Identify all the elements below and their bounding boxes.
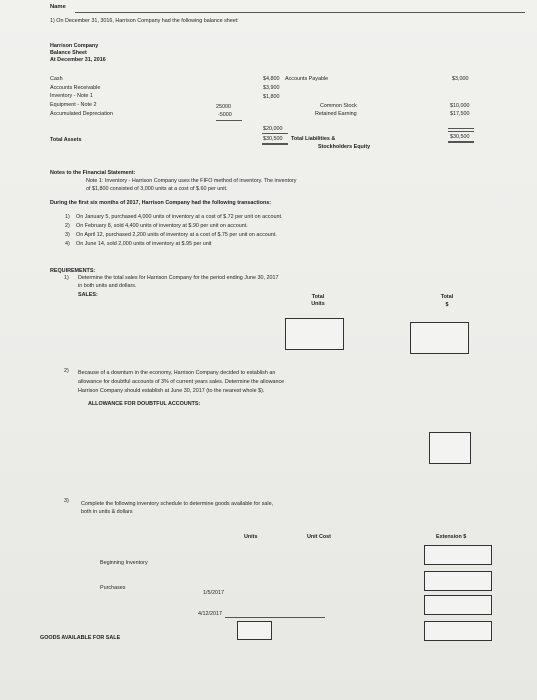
cash-amount: $4,800 [263, 76, 280, 82]
asset-label-inventory: Inventory - Note 1 [50, 93, 93, 99]
liability-label-ap: Accounts Payable [285, 76, 329, 82]
req1-col-units-1: Total [311, 294, 325, 300]
name-line [75, 12, 525, 13]
total-le-double-line [448, 141, 474, 143]
req2-line2: allowance for doubtful accounts of 3% of current years sales. Determine the allowance [78, 379, 285, 385]
inventory-amount: $1,800 [263, 94, 280, 100]
purchase-date-2: 4/12/2017 [198, 611, 222, 617]
transaction-2-text: On February 8, sold 4,400 units of inventory at $.90 per unit on account. [76, 223, 248, 229]
problem-intro: 1) On December 31, 3016, Harrison Company had the following balance sheet: [50, 18, 239, 24]
company-name: Harrison Company [50, 43, 99, 49]
extension-purchase-1-input[interactable] [424, 571, 492, 591]
common-stock-amount: $10,000 [450, 103, 470, 109]
transaction-1-text: On January 5, purchased 4,000 units of inventory at a cost of $.72 per unit on account. [76, 214, 283, 220]
purchase-date-1: 1/5/2017 [203, 590, 224, 596]
sales-label: SALES: [78, 292, 98, 298]
req1-col-units-2: Units [311, 301, 325, 307]
extension-beginning-input[interactable] [424, 545, 492, 565]
goods-available-label: GOODS AVAILABLE FOR SALE [40, 635, 121, 641]
requirements-heading: REQUIREMENTS: [50, 268, 96, 274]
transaction-2-num: 2) [65, 223, 70, 229]
transaction-1-num: 1) [65, 214, 70, 220]
asset-label-ar: Accounts Receivable [50, 85, 101, 91]
req1-line2: in both units and dollars. [78, 283, 137, 289]
balance-sheet-title: Balance Sheet [50, 50, 87, 56]
req1-col-dollars-2: $ [445, 302, 449, 308]
goods-available-dollars-input[interactable] [424, 621, 492, 641]
transactions-heading: During the first six months of 2017, Harrison Company had the following transactions: [50, 200, 272, 206]
transaction-4-num: 4) [65, 241, 70, 247]
notes-heading: Notes to the Financial Statement: [50, 170, 136, 176]
req2-num: 2) [64, 368, 69, 374]
transaction-3-num: 3) [65, 232, 70, 238]
total-le-amount: $30,500 [450, 134, 470, 140]
asset-label-cash: Cash [50, 76, 63, 82]
equipment-net-amount: $20,000 [263, 126, 283, 132]
allowance-label: ALLOWANCE FOR DOUBTFUL ACCOUNTS: [88, 401, 201, 407]
dep-underline [216, 120, 242, 121]
req1-line1: Determine the total sales for Harrison Company for the period ending June 30, 2017 [78, 275, 279, 281]
col-units-header: Units [244, 534, 258, 540]
req1-num: 1) [64, 275, 69, 281]
req3-num: 3) [64, 498, 69, 504]
extension-purchase-2-input[interactable] [424, 595, 492, 615]
req3-line1: Complete the following inventory schedule to determine goods available for sale, [81, 501, 274, 507]
name-label: Name [50, 4, 66, 10]
le-line-1 [448, 128, 474, 129]
req2-line1: Because of a downturn in the economy, Harrison Company decided to establish an [78, 370, 276, 376]
total-sales-dollars-input[interactable] [410, 322, 469, 354]
ap-amount: $3,000 [452, 76, 469, 82]
retained-earnings-amount: $17,500 [450, 111, 470, 117]
assets-total-line-top [262, 133, 288, 134]
total-assets-double-line [262, 143, 288, 145]
purchase-2-line [225, 617, 325, 618]
equity-label-common-stock: Common Stock [320, 103, 357, 109]
total-assets-label: Total Assets [50, 137, 82, 143]
row-purchases-label: Purchases [100, 585, 126, 591]
le-line-2 [448, 131, 474, 132]
allowance-input[interactable] [429, 432, 471, 464]
transaction-3-text: On April 12, purchased 2,200 units of inventory at a cost of $.75 per unit on account. [76, 232, 277, 238]
req3-line2: both in units & dollars [81, 509, 133, 515]
col-extension-header: Extension $ [436, 534, 467, 540]
note1-line2: of $1,800 consisted of 3,000 units at a cost of $.60 per unit. [86, 186, 228, 192]
note1-line1: Note 1: Inventory - Harrison Company uses the FIFO method of inventory. The inventory [86, 178, 297, 184]
req1-col-dollars-1: Total [440, 294, 454, 300]
ar-amount: $3,900 [263, 85, 280, 91]
total-assets-amount: $30,500 [263, 136, 283, 142]
col-unit-cost-header: Unit Cost [307, 534, 331, 540]
total-le-label-2: Stockholders Equity [318, 144, 371, 150]
goods-available-units-input[interactable] [237, 621, 272, 640]
req2-line3: Harrison Company should establish at June 30, 2017 (to the nearest whole $). [78, 388, 265, 394]
asset-label-accum-dep: Accumulated Depreciation [50, 111, 113, 117]
asset-label-equipment: Equipment - Note 2 [50, 102, 97, 108]
equipment-gross: 25000 [216, 104, 231, 110]
total-le-label: Total Liabilities & [291, 136, 336, 142]
balance-sheet-date: At December 31, 2016 [50, 57, 106, 63]
row-beginning-inventory-label: Beginning Inventory [100, 560, 148, 566]
transaction-4-text: On June 14, sold 2,000 units of inventory at $.95 per unit [76, 241, 212, 247]
accum-dep-amount: -5000 [218, 112, 232, 118]
total-sales-units-input[interactable] [285, 318, 344, 350]
equity-label-retained: Retained Earning [315, 111, 357, 117]
